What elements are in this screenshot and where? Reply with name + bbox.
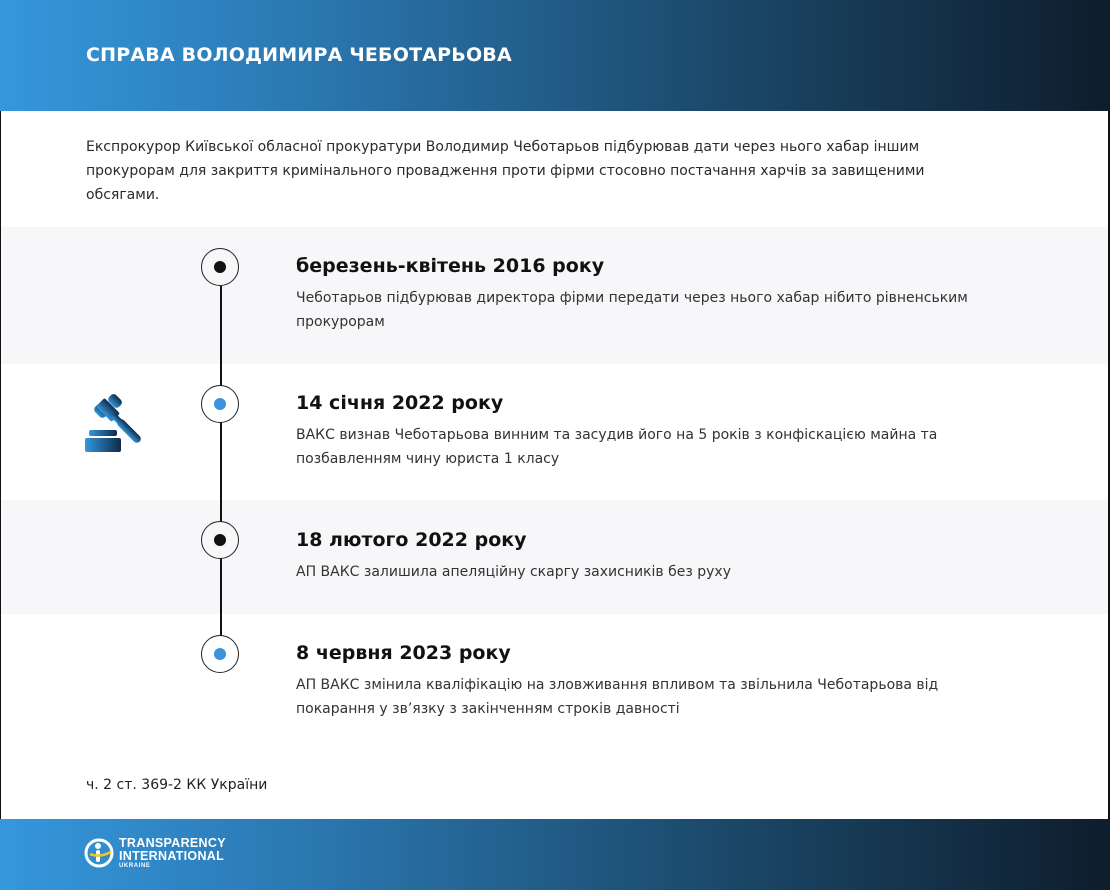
logo-text-line: INTERNATIONAL (119, 848, 225, 863)
event-date: березень-квітень 2016 року (296, 255, 605, 277)
timeline-node (201, 385, 239, 423)
timeline-node (201, 248, 239, 286)
event-description: ВАКС визнав Чеботарьова винним та засудив його на 5 років з конфіскацією майна та позбавленням чину юриста 1 класу (296, 427, 938, 467)
timeline-row-band (1, 500, 1108, 614)
header-banner (0, 0, 1110, 111)
legal-article-reference: ч. 2 ст. 369-2 КК України (86, 777, 268, 793)
timeline-node (201, 635, 239, 673)
intro-paragraph: Експрокурор Київської обласної прокуратури Володимир Чеботарьов підбурював дати через нього хабар іншим прокурорам для закриття кримінального провадження проти фірми стосовно постачання харчів за завищеними обсягами. (86, 139, 925, 203)
logo-text-line: UKRAINE (119, 863, 151, 869)
event-date: 14 січня 2022 року (296, 392, 504, 414)
timeline-dot (214, 398, 226, 410)
event-date: 8 червня 2023 року (296, 642, 511, 664)
timeline-dot (214, 534, 226, 546)
transparency-international-logo (84, 836, 226, 870)
event-description: АП ВАКС залишила апеляційну скаргу захисників без руху (296, 564, 731, 580)
ti-emblem-icon (84, 838, 114, 868)
event-description: АП ВАКС змінила кваліфікацію на зловживання впливом та звільнила Чеботарьова від покарання у зв’язку з закінченням строків давності (296, 677, 939, 717)
timeline-dot (214, 261, 226, 273)
timeline-node (201, 521, 239, 559)
timeline-dot (214, 648, 226, 660)
logo-text-line: TRANSPARENCY (119, 836, 226, 850)
page-title: СПРАВА ВОЛОДИМИРА ЧЕБОТАРЬОВА (86, 44, 512, 66)
timeline-line (220, 286, 222, 636)
event-date: 18 лютого 2022 року (296, 529, 527, 551)
event-description: Чеботарьов підбурював директора фірми передати через нього хабар нібито рівненським прокурорам (296, 290, 968, 330)
gavel-icon (84, 390, 148, 456)
